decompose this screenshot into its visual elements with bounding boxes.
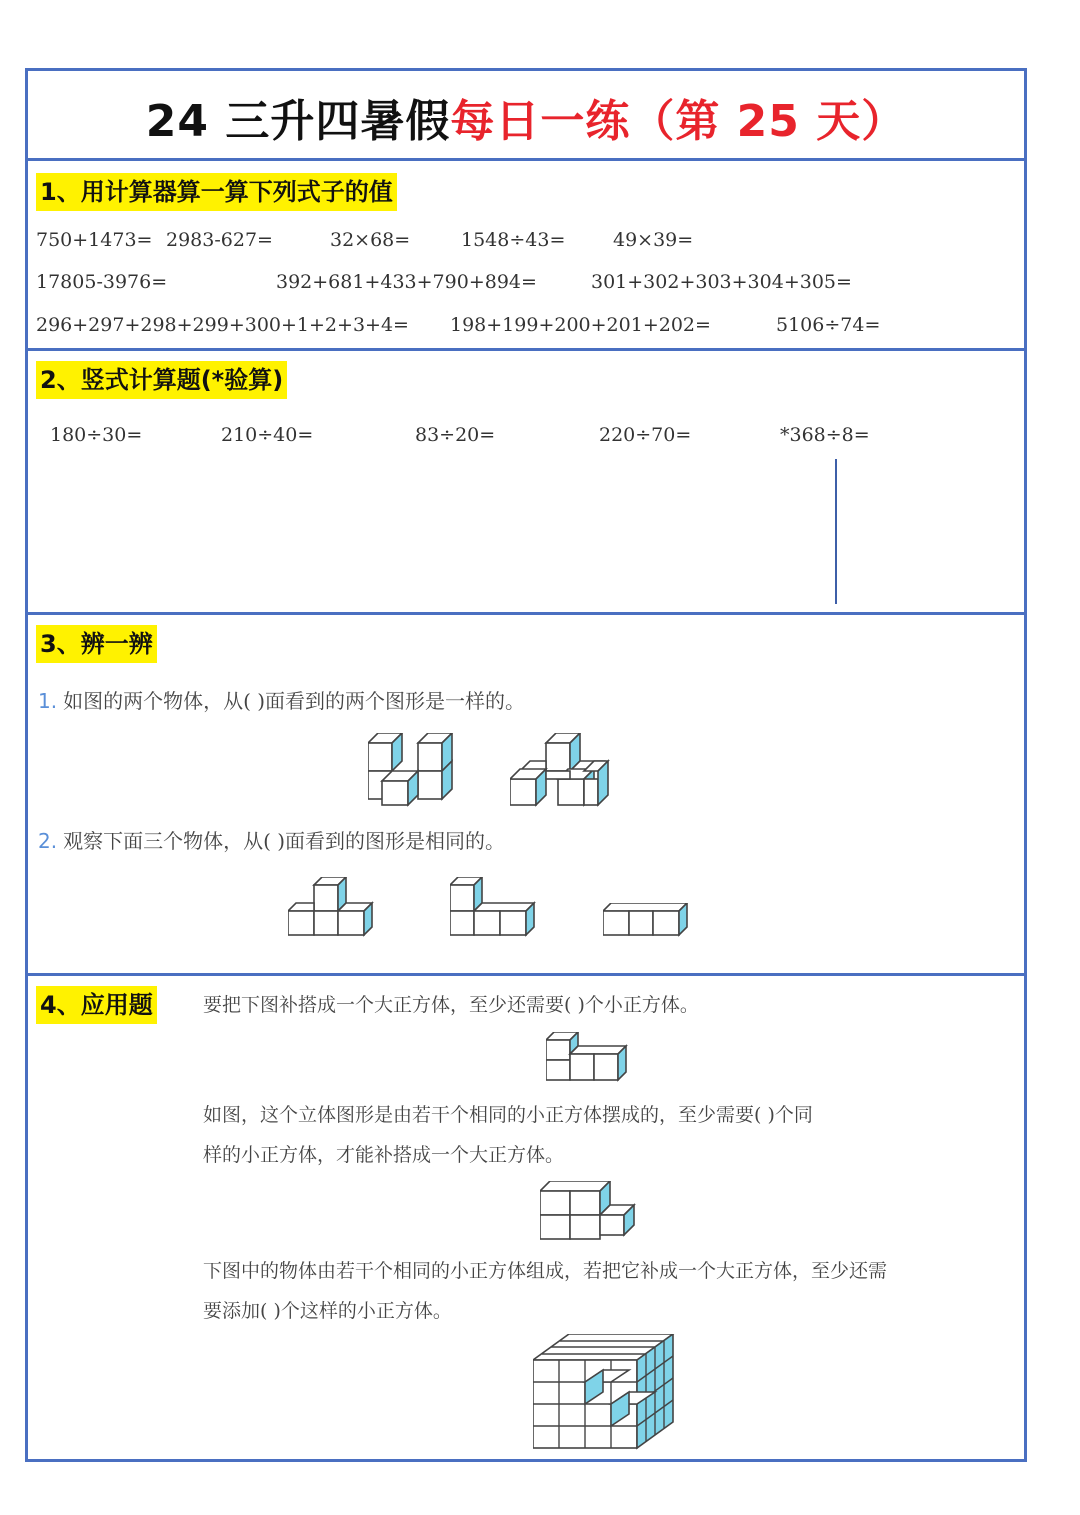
cube-figure-f [546,1032,634,1084]
section-application [28,976,1024,1459]
expr: 198+199+200+201+202= [450,314,711,336]
division-problem: 180÷30= [50,424,143,446]
problem-2-text-line2: 样的小正方体，才能补搭成一个大正方体。 [203,1144,565,1166]
division-problem: 220÷70= [599,424,692,446]
section2-heading: 2、竖式计算题(*验算) [36,361,287,399]
page-title [28,85,1024,149]
worksheet [25,68,1027,1462]
expr: 392+681+433+790+894= [276,271,537,293]
section1-heading: 1、用计算器算一算下列式子的值 [36,173,397,211]
cube-figure-b [510,733,615,808]
title-row [28,71,1024,161]
section-calculator [28,161,1024,351]
problem-1-text: 要把下图补搭成一个大正方体，至少还需要( )个小正方体。 [203,994,699,1016]
expr: 5106÷74= [776,314,881,336]
expr: 2983-627= [166,229,273,251]
division-problem: 83÷20= [415,424,496,446]
cube-figure-g [540,1181,638,1243]
division-problem: 210÷40= [221,424,314,446]
section4-heading: 4、应用题 [36,986,157,1024]
problem-2-text-line1: 如图，这个立体图形是由若干个相同的小正方体摆成的，至少需要( )个同 [203,1104,813,1126]
division-problem: *368÷8= [780,424,870,446]
cube-figure-d [450,877,542,939]
cube-figure-a [368,733,463,808]
section3-heading: 3、辨一辨 [36,625,157,663]
question-1 [38,685,525,714]
section-vertical-calc [28,351,1024,615]
expr: 301+302+303+304+305= [591,271,852,293]
answer-divider-line [835,459,837,604]
expr: 296+297+298+299+300+1+2+3+4= [36,314,409,336]
expr: 32×68= [330,229,411,251]
cube-figure-e [603,903,695,939]
title-grade: 24 三升四暑假 [145,96,451,147]
question-text: 如图的两个物体，从( )面看到的两个图形是一样的。 [63,689,526,713]
cube-figure-h [533,1334,678,1452]
question-number: 2. [38,829,58,853]
question-number: 1. [38,689,58,713]
cube-figure-c [288,877,378,939]
expr: 1548÷43= [461,229,566,251]
question-2 [38,825,505,854]
section-identify [28,615,1024,976]
problem-3-text-line2: 要添加( )个这样的小正方体。 [203,1300,452,1322]
expr: 17805-3976= [36,271,168,293]
expr: 750+1473= [36,229,153,251]
expr: 49×39= [613,229,694,251]
question-text: 观察下面三个物体，从( )面看到的图形是相同的。 [63,829,506,853]
problem-3-text-line1: 下图中的物体由若干个相同的小正方体组成，若把它补成一个大正方体，至少还需 [203,1260,888,1282]
title-daily: 每日一练（第 25 天） [450,96,907,147]
